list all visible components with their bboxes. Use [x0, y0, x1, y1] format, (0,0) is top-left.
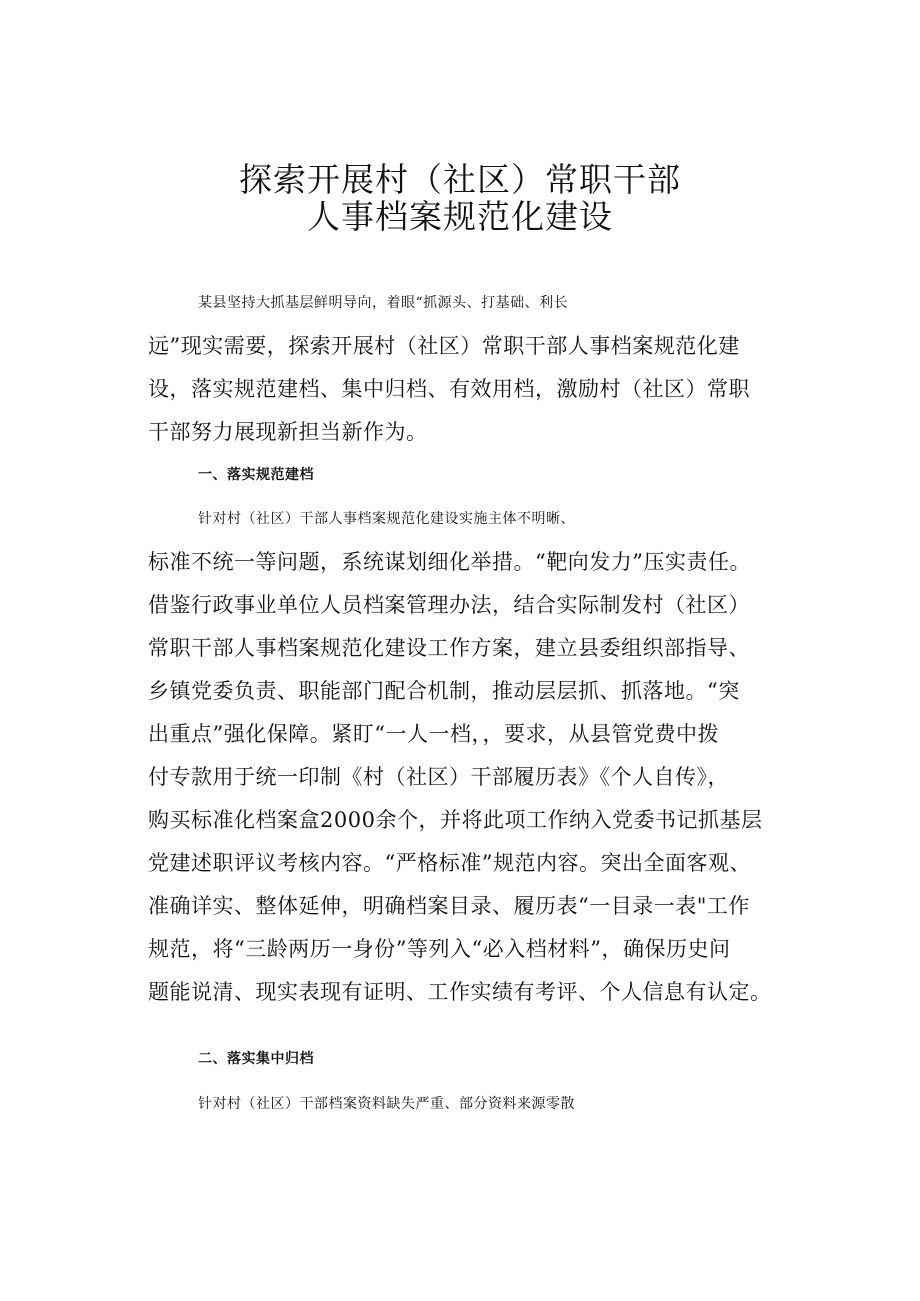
- section2-line-1: 针对村（社区）干部档案资料缺失严重、部分资料来源零散: [198, 1096, 575, 1112]
- section1-line-12: 题能说清、现实表现有证明、工作实绩有考评、个人信息有认定。: [148, 980, 772, 1004]
- intro-line-1: 某县坚持大抓基层鲜明导向，着眼“抓源头、打基础、利长: [198, 295, 569, 311]
- section1-heading: 一、落实规范建档: [198, 467, 314, 483]
- intro-line-4: 干部努力展现新担当新作为。: [148, 420, 428, 444]
- section1-line-3: 借鉴行政事业单位人员档案管理办法，结合实际制发村（社区）: [148, 593, 750, 617]
- section1-line-7: 付专款用于统一印制《村（社区）干部履历表》《个人自传》，: [148, 765, 729, 789]
- document-title-line-1: 探索开展村（社区）常职干部: [239, 160, 681, 199]
- section1-line-2: 标准不统一等问题，系统谋划细化举措。“靶向发力”压实责任。: [148, 550, 751, 574]
- intro-line-2: 远”现实需要，探索开展村（社区）常职干部人事档案规范化建: [148, 334, 740, 358]
- section1-line-11: 规范，将“三龄两历一身份”等列入“必入档材料”，确保历史问: [148, 937, 731, 961]
- intro-line-3: 设，落实规范建档、集中归档、有效用档，激励村（社区）常职: [148, 377, 750, 401]
- section1-line-10: 准确详实、整体延伸，明确档案目录、履历表“一目录一表"工作: [148, 894, 750, 918]
- section1-line-6: 出重点”强化保障。紧盯“一人一档，，要求，从县管党费中拨: [148, 722, 719, 746]
- section2-heading: 二、落实集中归档: [198, 1051, 314, 1067]
- section1-line-4: 常职干部人事档案规范化建设工作方案，建立县委组织部指导、: [148, 636, 750, 660]
- section1-line-9: 党建述职评议考核内容。“严格标准”规范内容。突出全面客观、: [148, 851, 751, 875]
- document-title-line-2: 人事档案规范化建设: [307, 197, 613, 236]
- section1-line-5: 乡镇党委负责、职能部门配合机制，推动层层抓、抓落地。“突: [148, 679, 740, 703]
- section1-line-8: 购买标准化档案盒2000余个，并将此项工作纳入党委书记抓基层: [148, 808, 763, 832]
- section1-line-1: 针对村（社区）干部人事档案规范化建设实施主体不明晰、: [198, 511, 575, 527]
